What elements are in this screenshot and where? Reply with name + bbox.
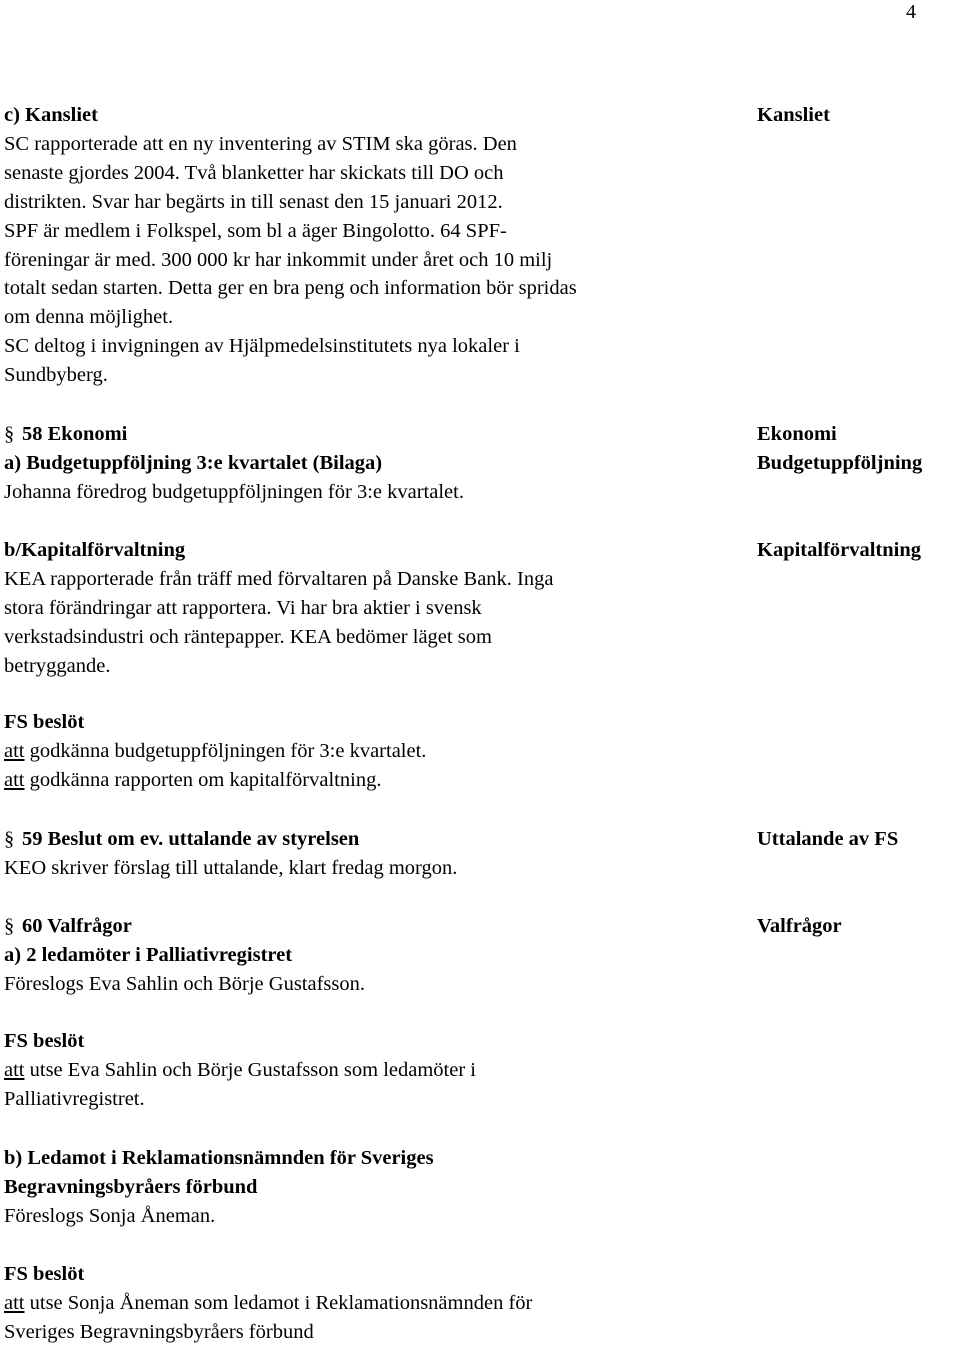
section-59-heading: 59 Beslut om ev. uttalande av styrelsen [22, 828, 360, 850]
decision-line: Palliativregistret. [4, 1087, 145, 1110]
section-59-text: KEO skriver förslag till uttalande, klart fredag morgon. [4, 856, 458, 879]
decision-line [4, 1289, 724, 1318]
kansliet-line: SPF är medlem i Folkspel, som bl a äger Bingolotto. 64 SPF- [4, 219, 507, 242]
kapital-line: KEA rapporterade från träff med förvaltaren på Danske Bank. Inga [4, 567, 554, 590]
section-60-heading: 60 Valfrågor [22, 915, 132, 937]
kapital-line: stora förändringar att rapportera. Vi har bra aktier i svensk [4, 596, 482, 619]
budget-text: Johanna föredrog budgetuppföljningen för 3:e kvartalet. [4, 480, 464, 503]
kansliet-line: om denna möjlighet. [4, 306, 174, 329]
kansliet-line: Sundbyberg. [4, 364, 108, 387]
att-label: att [4, 768, 25, 791]
decision-line: Sveriges Begravningsbyråers förbund [4, 1320, 314, 1343]
reklamation-heading: Begravningsbyråers förbund [4, 1175, 258, 1198]
decision-text: godkänna rapporten om kapitalförvaltning. [24, 768, 382, 791]
kansliet-line: totalt sedan starten. Detta ger en bra peng och information bör spridas [4, 277, 577, 300]
page-number: 4 [906, 1, 916, 23]
palliativ-text: Föreslogs Eva Sahlin och Börje Gustafsson. [4, 972, 365, 995]
decision-heading: FS beslöt [4, 1263, 85, 1285]
kansliet-heading: c) Kansliet [4, 104, 98, 126]
margin-label-kapital: Kapitalförvaltning [757, 539, 922, 561]
margin-label-budget: Budgetuppföljning [757, 451, 923, 474]
margin-label-valfragor: Valfrågor [757, 915, 842, 937]
kansliet-line: distrikten. Svar har begärts in till senast den 15 januari 2012. [4, 190, 503, 213]
att-label: att [4, 1058, 25, 1081]
section-58-heading-line [4, 420, 724, 449]
decision-line [4, 1056, 724, 1085]
decision-heading: FS beslöt [4, 1030, 85, 1052]
margin-label-uttalande: Uttalande av FS [757, 828, 899, 850]
kansliet-line: föreningar är med. 300 000 kr har inkommit under året och 10 milj [4, 248, 553, 271]
section-sign-icon: § [4, 828, 15, 850]
reklamation-heading: b) Ledamot i Reklamationsnämnden för Sveriges [4, 1147, 434, 1169]
att-label: att [4, 739, 25, 762]
kansliet-line: SC rapporterade att en ny inventering av STIM ska göras. Den [4, 132, 517, 155]
budget-heading: a) Budgetuppföljning 3:e kvartalet (Bilaga) [4, 451, 383, 474]
kansliet-line: SC deltog i invigningen av Hjälpmedelsinstitutets nya lokaler i [4, 335, 520, 358]
margin-label-kansliet: Kansliet [757, 104, 830, 126]
decision-text: utse Eva Sahlin och Börje Gustafsson som ledamöter i [24, 1058, 476, 1081]
margin-label-ekonomi: Ekonomi [757, 423, 837, 445]
section-sign-icon: § [4, 423, 15, 445]
section-58-heading: 58 Ekonomi [22, 423, 128, 445]
kapital-heading: b/Kapitalförvaltning [4, 539, 186, 561]
kapital-line: verkstadsindustri och räntepapper. KEA bedömer läget som [4, 625, 492, 648]
kansliet-line: senaste gjordes 2004. Två blanketter har skickats till DO och [4, 161, 504, 184]
palliativ-heading: a) 2 ledamöter i Palliativregistret [4, 943, 293, 966]
section-60-heading-line [4, 912, 724, 941]
decision-line [4, 766, 724, 795]
att-label: att [4, 1291, 25, 1314]
reklamation-text: Föreslogs Sonja Åneman. [4, 1204, 216, 1227]
decision-text: utse Sonja Åneman som ledamot i Reklamationsnämnden för [24, 1291, 533, 1314]
decision-text: godkänna budgetuppföljningen för 3:e kvartalet. [24, 739, 427, 762]
section-sign-icon: § [4, 915, 15, 937]
decision-line [4, 737, 724, 766]
kapital-line: betryggande. [4, 654, 111, 677]
decision-heading: FS beslöt [4, 711, 85, 733]
section-59-heading-line [4, 825, 724, 854]
